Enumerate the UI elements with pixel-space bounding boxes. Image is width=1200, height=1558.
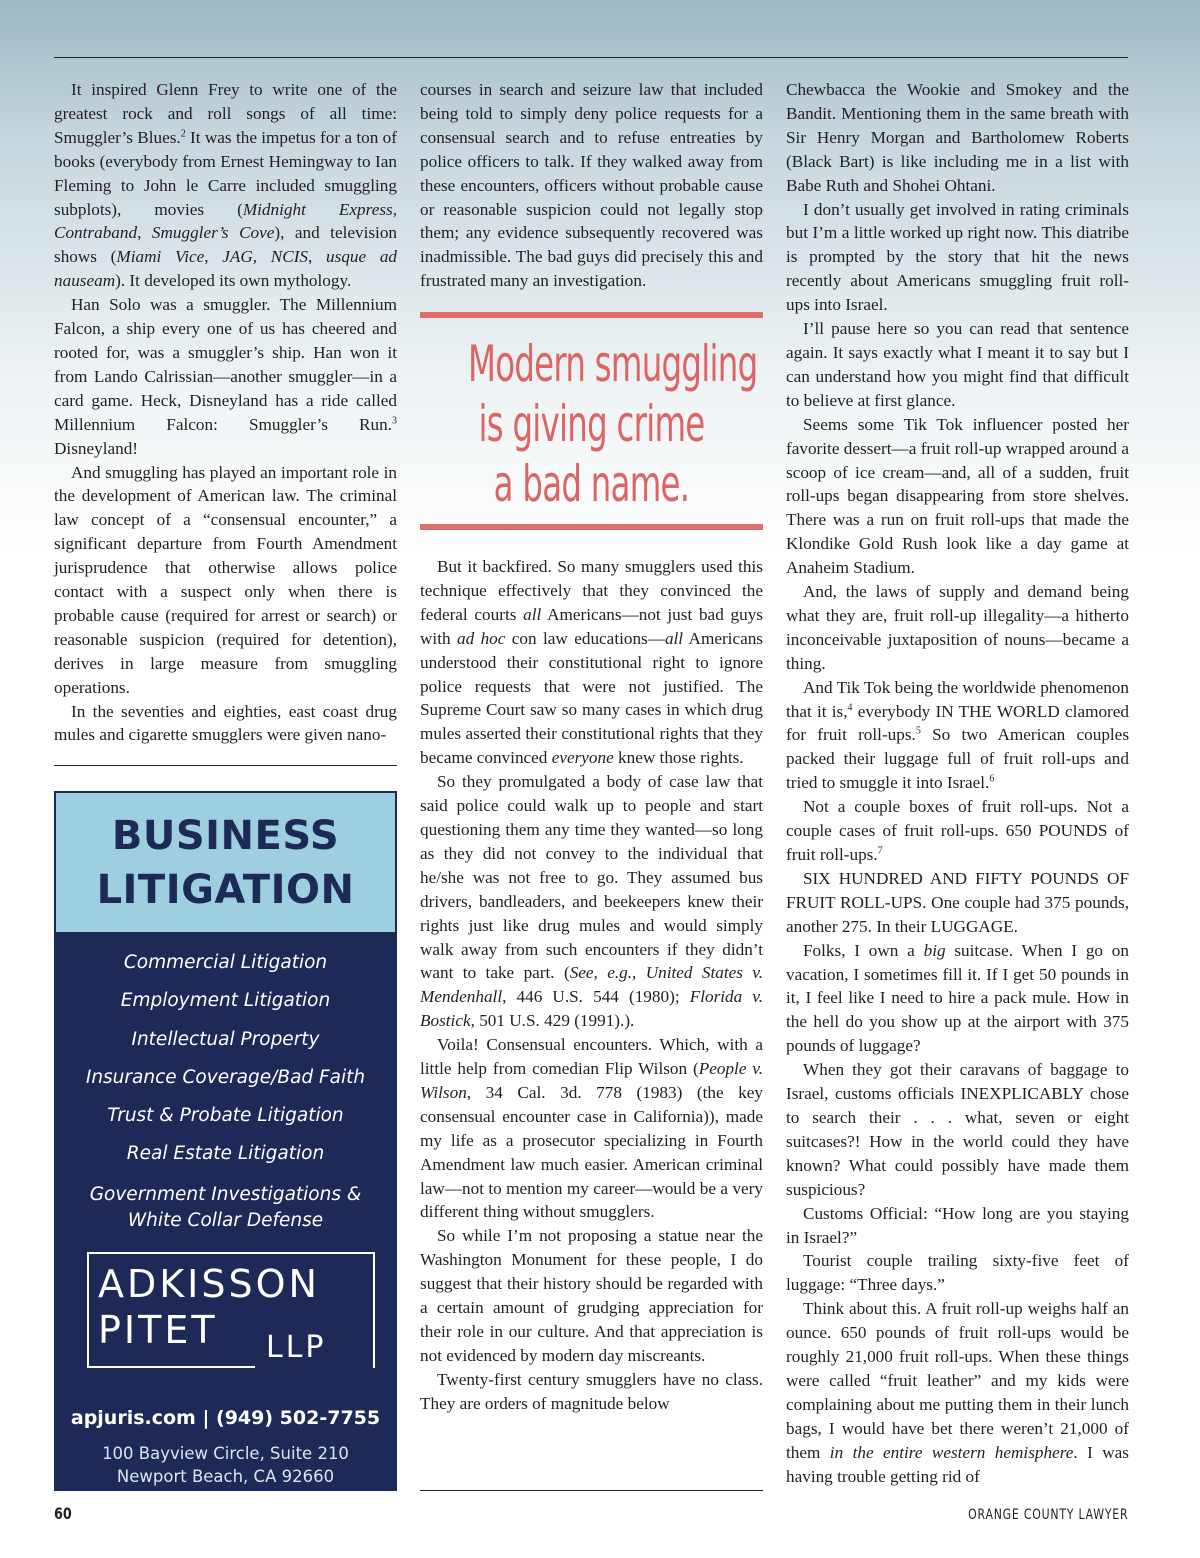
ad-headline: BUSINESS [111,812,340,859]
article-column-1 [54,78,397,747]
practice-area: Trust & Probate Litigation [107,1105,344,1127]
footnote-ref: 4 [847,701,853,713]
practice-area: Employment Litigation [120,990,331,1012]
paragraph: It inspired Glenn Frey to write one of the greatest rock and roll songs of all time: Smuggler’s Blues.$^2$ It was the impetus for a ton of books (everybody from Ernest Hemingway to Ian Fleming to John le Carre included smuggling subplots), movies (Midnight Express, Contraband, Smuggler’s Cove), and television shows (Miami Vice, JAG, NCIS, usque ad nauseam). It developed its own mythology. [54,80,398,291]
paragraph: In the seventies and eighties, east coast drug mules and cigarette smugglers were given nano- [54,701,397,745]
practice-area-list [54,944,397,1234]
paragraph: Folks, I own a big suitcase. When I go on vacation, I sometimes fill it. If I get 50 pounds in it, I feel like I need to hire a pack mule. How in the hell do you show up at the airport with 375 pounds of luggage? [786,940,1129,1056]
ad-address: 100 Bayview Circle, Suite 210 Newport Beach, CA 92660 [102,1444,349,1486]
footnote-ref: 6 [989,773,995,785]
paragraph: Tourist couple trailing sixty-five feet of luggage: “Three days.” [786,1251,1129,1295]
business-litigation-ad [54,791,397,1491]
paragraph: Twenty-first century smugglers have no class. They are orders of magnitude below [420,1369,763,1413]
firm-logo-suffix: LLP [266,1330,327,1365]
page-number: 60 [54,1504,72,1523]
pull-quote-top-bar [420,312,763,318]
firm-logo-name: ADKISSON PITET [98,1262,320,1352]
paragraph: Seems some Tik Tok influencer posted her favorite dessert—a fruit roll-up wrapped around a scoop of ice cream—and, all of a sudden, fruit roll-ups began disappearing from store shelves. There was a run on fruit roll-ups that made the Klondike Gold Rush look like a day game at Anaheim Stadium. [786,414,1129,578]
pull-quote [420,310,763,532]
firm-logo-frame-line [87,1366,255,1368]
practice-area: Intellectual Property [131,1028,320,1050]
paragraph: Customs Official: “How long are you staying in Israel?” [786,1203,1129,1247]
paragraph: I don’t usually get involved in rating criminals but I’m a little worked up right now. This diatribe is prompted by the story that hit the news recently about Americans smuggling fruit roll-ups into Israel. [786,199,1129,315]
footer-rule [420,1490,763,1491]
paragraph: Not a couple boxes of fruit roll-ups. Not a couple cases of fruit roll-ups. 650 POUNDS of fruit roll-ups.$^7$ [786,797,1129,864]
practice-area: Government Investigations & White Collar Defense [89,1183,362,1231]
paragraph: When they got their caravans of baggage to Israel, customs officials INEXPLICABLY chose to search their . . . what, seven or eight suitcases?! How in the world could they have known? What could possibly have made them suspicious? [786,1060,1129,1199]
paragraph: courses in search and seizure law that included being told to simply deny police requests for a consensual search and to refuse entreaties by police officers to talk. If they walked away from these encounters, officers without probable cause or reasonable suspicion could not legally stop them; any evidence subsequently recovered was inadmissible. The bad guys did precisely this and frustrated many an investigation. [420,80,763,291]
paragraph: So while I’m not proposing a statue near the Washington Monument for these people, I do suggest that their history should be regarded with a certain amount of grudging appreciation for their role in our culture. And that appreciation is not evidenced by modern day miscreants. [420,1226,763,1365]
paragraph: I’ll pause here so you can read that sentence again. It says exactly what I meant it to say but I can understand how you might find that difficult to believe at first glance. [786,319,1129,410]
paragraph: But it backfired. So many smugglers used this technique effectively that they convinced the federal courts all Americans—not just bad guys with ad hoc con law educations—all Americans understood their constitutional right to ignore police requests that were not justified. The Supreme Court saw so many cases in which drug mules asserted their constitutional rights that they became convinced everyone knew those rights. [420,557,763,768]
practice-area: Real Estate Litigation [126,1143,325,1165]
ad-contact: apjuris.com | (949) 502-7755 [70,1407,381,1429]
article-column-2-top [420,78,763,293]
footnote-ref: 5 [915,725,921,737]
footnote-ref: 2 [180,128,186,140]
ad-headline-panel [54,791,397,934]
paragraph: And, the laws of supply and demand being what they are, fruit roll-up illegality—a hitherto inconceivable juxtaposition of nouns—became a thing. [786,582,1129,673]
practice-area: Insurance Coverage/Bad Faith [85,1066,366,1088]
ad-body-panel [54,934,397,1491]
publication-name: ORANGE COUNTY LAWYER [967,1507,1128,1523]
paragraph: And Tik Tok being the worldwide phenomenon that it is,$^4$ everybody IN THE WORLD clamored for fruit roll-ups.$^5$ So two American couples packed their luggage full of fruit roll-ups and tried to smuggle it into Israel.$^6$ [786,677,1130,793]
practice-area: Commercial Litigation [123,952,328,973]
top-rule [54,57,1128,58]
footnote-ref: 7 [877,845,883,857]
ad-headline: LITIGATION [96,866,355,913]
paragraph: And smuggling has played an important role in the development of American law. The criminal law concept of a “consensual encounter,” a significant departure from Fourth Amendment jurisprudence that otherwise allows police contact with a suspect only when there is probable cause (required for arrest or search) or reasonable suspicion (required for detention), derives in large measure from smuggling operations. [54,462,397,697]
paragraph: Voila! Consensual encounters. Which, with a little help from comedian Flip Wilson (People v. Wilson, 34 Cal. 3d. 778 (1983) (the key consensual encounter case in California)), made my life as a prosecutor specializing in Fourth Amendment law much easier. American criminal law—not to mention my career—would be a very different thing without smugglers. [420,1035,763,1222]
paragraph: SIX HUNDRED AND FIFTY POUNDS OF FRUIT ROLL-UPS. One couple had 375 pounds, another 275. In their LUGGAGE. [786,868,1129,936]
paragraph: So they promulgated a body of case law that said police could walk up to people and start questioning them any time they wanted—so long as they did not convey to the individual that he/she was not free to go. They assumed bus drivers, bandleaders, and beekeepers knew their rights just like drug mules and would simply walk away from such encounters if they didn’t want to take part. (See, e.g., United States v. Mendenhall, 446 U.S. 544 (1980); Florida v. Bostick, 501 U.S. 429 (1991).). [420,772,764,1031]
paragraph: Think about this. A fruit roll-up weighs half an ounce. 650 pounds of fruit roll-ups would be roughly 21,000 fruit roll-ups. When these things were called “fruit leather” and my kids were complaining about me putting them in their lunch bags, I would have bet there weren’t 21,000 of them in the entire western hemisphere. I was having trouble getting rid of [786,1299,1129,1486]
pull-quote-bottom-bar [420,524,763,530]
article-column-2-bottom [420,555,763,1416]
pull-quote-text: Modern smuggling is giving crime a bad name. [468,335,758,513]
paragraph: Chewbacca the Wookie and Smokey and the Bandit. Mentioning them in the same breath with Sir Henry Morgan and Bartholomew Roberts (Black Bart) is like including me in a list with Babe Ruth and Shohei Ohtani. [786,80,1129,195]
footnote-ref: 3 [392,414,397,426]
paragraph: Han Solo was a smuggler. The Millennium Falcon, a ship every one of us has cheered and rooted for, was a smuggler’s ship. Han won it from Lando Calrissian—another smuggler—in a card game. Heck, Disneyland has a ride called Millennium Falcon: Smuggler’s Run.$^3$ Disneyland! [54,295,397,458]
column-rule [54,765,397,766]
article-column-3 [786,78,1129,1488]
